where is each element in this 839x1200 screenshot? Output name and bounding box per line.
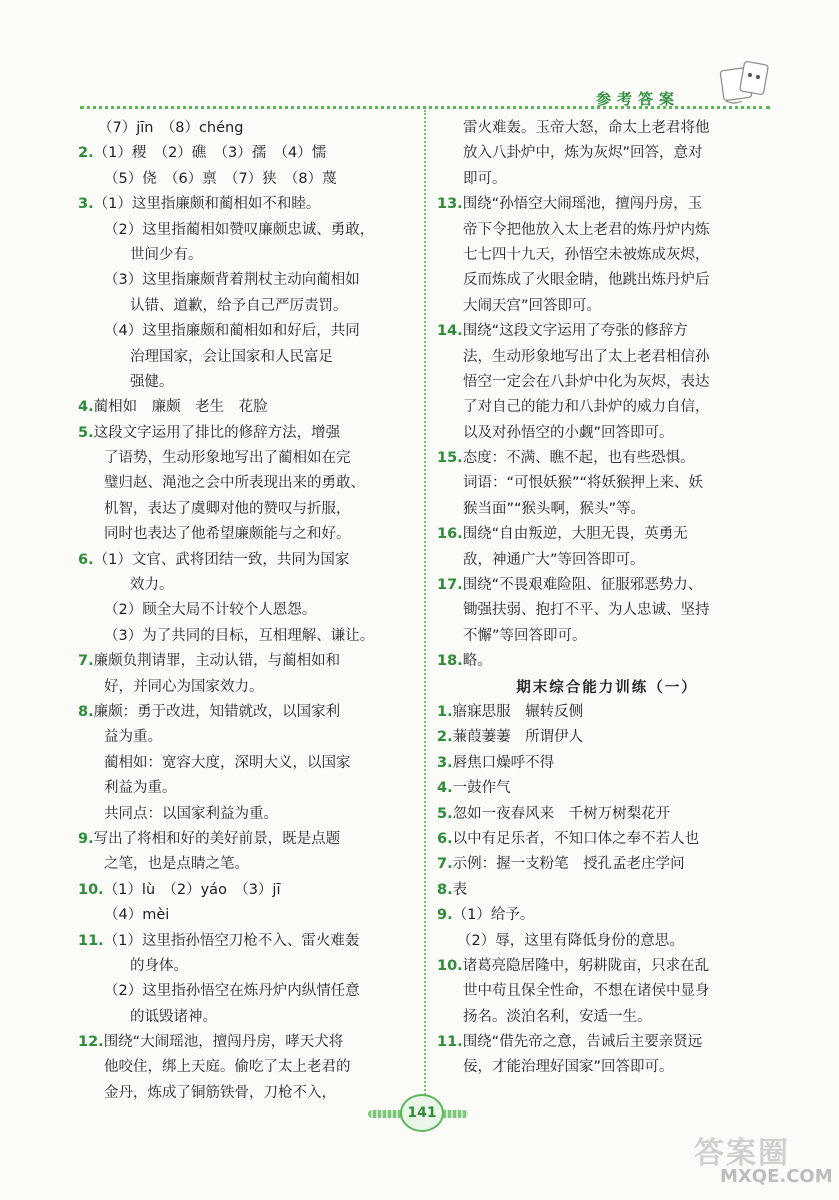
answer-text: 围绕“大闹瑶池，擅闯丹房，哮天犬将 bbox=[103, 1034, 344, 1051]
answer-text: （1）文官、武将团结一致，共同为国家 bbox=[93, 551, 350, 568]
answer-text: 略。 bbox=[462, 653, 492, 670]
answer-text: 同时也表达了他希望廉颇能与之和好。 bbox=[104, 526, 351, 543]
answer-text: 围绕“借先帝之意，告诫后主要亲贤远 bbox=[462, 1034, 703, 1051]
answer-line bbox=[78, 954, 418, 979]
answer-text: 大闹天宫”回答即可。 bbox=[463, 297, 602, 314]
answer-text: 了对自己的能力和八卦炉的威力自信， bbox=[463, 399, 710, 416]
answer-text: 态度：不满、瞧不起，也有些恐惧。 bbox=[462, 450, 695, 467]
header-divider bbox=[80, 106, 770, 109]
answer-line bbox=[78, 827, 418, 852]
answer-text: 围绕“不畏艰难险阻、征服邪恶势力、 bbox=[462, 577, 703, 594]
answer-text: 以及对孙悟空的小觑”回答即可。 bbox=[463, 424, 674, 441]
question-number: 6. bbox=[78, 551, 94, 568]
answer-line bbox=[437, 141, 777, 166]
answer-line bbox=[78, 421, 418, 446]
answer-text: 一鼓作气 bbox=[452, 780, 511, 797]
answer-text: 蒹葭萋萋 所谓伊人 bbox=[452, 729, 584, 746]
question-number: 5. bbox=[437, 805, 453, 822]
answer-line bbox=[78, 776, 418, 801]
answer-line bbox=[78, 751, 418, 776]
answer-text: 七七四十九天，孙悟空未被炼成灰烬， bbox=[463, 246, 710, 263]
question-number: 11. bbox=[437, 1034, 463, 1051]
answer-line bbox=[78, 268, 418, 293]
question-number: 18. bbox=[437, 653, 463, 670]
answer-text: （1）这里指廉颇和蔺相如不和睦。 bbox=[93, 196, 321, 213]
answer-line bbox=[78, 903, 418, 928]
answer-line bbox=[437, 1055, 777, 1080]
question-number: 16. bbox=[437, 526, 463, 543]
answer-line bbox=[78, 548, 418, 573]
answer-line bbox=[437, 345, 777, 370]
answer-line bbox=[437, 548, 777, 573]
question-number: 10. bbox=[78, 881, 104, 898]
answer-line bbox=[78, 497, 418, 522]
answer-line bbox=[437, 192, 777, 217]
answer-text: 词语：“可恨妖猴”“将妖猴押上来、妖 bbox=[463, 475, 704, 492]
answer-line bbox=[78, 852, 418, 877]
answer-line bbox=[78, 598, 418, 623]
answer-text: 写出了将相和好的美好前景，既是点题 bbox=[93, 830, 341, 847]
answer-line bbox=[437, 522, 777, 547]
question-number: 13. bbox=[437, 196, 463, 213]
answer-line bbox=[78, 929, 418, 954]
answer-text: 佞，才能治理好国家”回答即可。 bbox=[463, 1059, 674, 1076]
question-number: 7. bbox=[78, 653, 94, 670]
answer-line bbox=[78, 243, 418, 268]
answer-text: 的诋毁诸神。 bbox=[130, 1008, 217, 1025]
answer-text: 示例：握一支粉笔 授孔孟老庄学问 bbox=[452, 856, 685, 873]
answer-text: （1）给予。 bbox=[452, 907, 535, 924]
question-number: 3. bbox=[437, 754, 453, 771]
answer-text: 悟空一定会在八卦炉中化为灰烬，表达 bbox=[463, 373, 710, 390]
question-number: 17. bbox=[437, 577, 463, 594]
answer-text: 他咬住，绑上天庭。偷吃了太上老君的 bbox=[104, 1059, 351, 1076]
answer-line bbox=[437, 395, 777, 420]
question-number: 15. bbox=[437, 450, 463, 467]
watermark bbox=[690, 1128, 833, 1192]
answer-line bbox=[437, 116, 777, 141]
answer-line bbox=[437, 294, 777, 319]
answer-text: （1）lù （2）yáo （3）jī bbox=[103, 881, 281, 898]
answer-text: 益为重。 bbox=[104, 729, 162, 746]
answer-line bbox=[437, 1005, 777, 1030]
answer-line bbox=[437, 903, 777, 928]
answer-line bbox=[78, 979, 418, 1004]
answer-text: 以中有足乐者，不知口体之奉不若人也 bbox=[452, 830, 700, 847]
answer-text: 认错、道歉，给予自己严厉责罚。 bbox=[130, 297, 348, 314]
answer-text: 璧归赵、渑池之会中所表现出来的勇敢、 bbox=[104, 475, 365, 492]
answer-line bbox=[78, 1081, 418, 1106]
section-heading: 期末综合能力训练（一） bbox=[516, 678, 698, 696]
answer-line bbox=[437, 421, 777, 446]
answer-text: 了语势，生动形象地写出了蔺相如在完 bbox=[104, 450, 351, 467]
answer-text: （2）顾全大局不计较个人恩怨。 bbox=[104, 602, 317, 619]
answer-line bbox=[78, 345, 418, 370]
answer-text: 扬名。淡泊名利，安适一生。 bbox=[463, 1008, 652, 1025]
question-number: 9. bbox=[78, 830, 94, 847]
answer-line bbox=[78, 649, 418, 674]
answer-text: （4）这里指廉颇和蔺相如和好后，共同 bbox=[104, 323, 360, 340]
answer-text: 围绕“自由叛逆，大胆无畏，英勇无 bbox=[462, 526, 688, 543]
answer-line bbox=[437, 624, 777, 649]
column-divider bbox=[424, 110, 426, 1110]
answer-text: 表 bbox=[452, 881, 468, 898]
answer-text: （2）这里指蔺相如赞叹廉颇忠诚、勇敢， bbox=[104, 221, 375, 238]
question-number: 12. bbox=[78, 1034, 104, 1051]
question-number: 8. bbox=[437, 881, 453, 898]
answer-line bbox=[78, 141, 418, 166]
answer-line bbox=[78, 1030, 418, 1055]
header-decoration-icon bbox=[716, 55, 772, 107]
answer-text: 世中苟且保全性命，不想在诸侯中显身 bbox=[463, 983, 710, 1000]
question-number: 5. bbox=[78, 424, 94, 441]
answer-line bbox=[78, 395, 418, 420]
answer-line bbox=[437, 598, 777, 623]
answer-text: 猴当面”“猴头啊，猴头”等。 bbox=[463, 500, 646, 517]
question-number: 2. bbox=[437, 729, 453, 746]
answer-text: 锄强扶弱、抱打不平、为人忠诚、坚持 bbox=[463, 602, 710, 619]
answer-line bbox=[437, 776, 777, 801]
answer-text: （3）为了共同的目标，互相理解、谦让。 bbox=[104, 627, 375, 644]
answer-text: 好，并同心为国家效力。 bbox=[104, 678, 264, 695]
answer-text: 忽如一夜春风来 千树万树梨花开 bbox=[452, 805, 671, 822]
answer-text: 敌，神通广大”等回答即可。 bbox=[463, 551, 645, 568]
answer-text: 即可。 bbox=[463, 170, 507, 187]
right-column bbox=[437, 116, 777, 1081]
answer-line bbox=[78, 294, 418, 319]
question-number: 10. bbox=[437, 957, 463, 974]
answer-text: 机智，表达了虞卿对他的赞叹与折服， bbox=[104, 500, 351, 517]
answer-line bbox=[437, 802, 777, 827]
answer-line bbox=[437, 649, 777, 674]
answer-line bbox=[437, 167, 777, 192]
answer-line bbox=[78, 624, 418, 649]
answer-text: 围绕“孙悟空大闹瑶池，擅闯丹房，玉 bbox=[462, 196, 703, 213]
question-number: 11. bbox=[78, 932, 104, 949]
answer-text: 雷火难轰。玉帝大怒，命太上老君将他 bbox=[463, 120, 710, 136]
answer-line bbox=[437, 1030, 777, 1055]
answer-text: （7）jīn （8）chéng bbox=[98, 120, 244, 136]
answer-text: 廉颇：勇于改进，知错就改，以国家利 bbox=[93, 703, 341, 720]
question-number: 8. bbox=[78, 703, 94, 720]
answer-line bbox=[78, 802, 418, 827]
answer-line bbox=[437, 852, 777, 877]
question-number: 3. bbox=[78, 196, 94, 213]
answer-text: 治理国家，会让国家和人民富足 bbox=[130, 348, 333, 365]
question-number: 1. bbox=[437, 703, 453, 720]
answer-line bbox=[78, 192, 418, 217]
answer-line bbox=[78, 218, 418, 243]
answer-text: 蔺相如 廉颇 老生 花脸 bbox=[93, 399, 268, 416]
answer-text: 围绕“这段文字运用了夸张的修辞方 bbox=[462, 323, 688, 340]
answer-text: 不懈”等回答即可。 bbox=[463, 627, 587, 644]
answer-text: （4）mèi bbox=[104, 907, 170, 924]
answer-line bbox=[78, 700, 418, 725]
answer-line bbox=[78, 573, 418, 598]
answer-line bbox=[437, 218, 777, 243]
answer-text: 反而炼成了火眼金睛，他跳出炼丹炉后 bbox=[463, 272, 710, 289]
question-number: 4. bbox=[78, 399, 94, 416]
answer-text: 帝下令把他放入太上老君的炼丹炉内炼 bbox=[463, 221, 710, 238]
answer-text: 共同点：以国家利益为重。 bbox=[104, 805, 278, 822]
question-number: 14. bbox=[437, 323, 463, 340]
answer-line bbox=[78, 446, 418, 471]
answer-text: （1）这里指孙悟空刀枪不入、雷火难轰 bbox=[103, 932, 360, 949]
question-number: 2. bbox=[78, 145, 94, 162]
watermark-url: MXQE.COM bbox=[720, 1166, 833, 1187]
answer-line bbox=[437, 497, 777, 522]
answer-text: 之笔，也是点睛之笔。 bbox=[104, 856, 249, 873]
answer-line bbox=[437, 446, 777, 471]
answer-line bbox=[437, 751, 777, 776]
answer-line bbox=[437, 370, 777, 395]
answer-text: 法，生动形象地写出了太上老君相信孙 bbox=[463, 348, 710, 365]
answer-line bbox=[437, 979, 777, 1004]
answer-text: 诸葛亮隐居隆中，躬耕陇亩，只求在乱 bbox=[462, 957, 710, 974]
answer-line bbox=[78, 1055, 418, 1080]
answer-line bbox=[437, 243, 777, 268]
answer-line bbox=[78, 675, 418, 700]
answer-line bbox=[78, 522, 418, 547]
answer-line bbox=[437, 319, 777, 344]
answer-line bbox=[437, 573, 777, 598]
answer-text: 效力。 bbox=[130, 577, 174, 594]
answer-text: 世间少有。 bbox=[130, 246, 203, 263]
answer-text: （1）稷 （2）礁 （3）孺 （4）懦 bbox=[93, 145, 327, 162]
answer-line bbox=[437, 929, 777, 954]
answer-text: 廉颇负荆请罪，主动认错，与蔺相如和 bbox=[93, 653, 341, 670]
answer-line bbox=[78, 878, 418, 903]
answer-line bbox=[437, 878, 777, 903]
answer-line bbox=[78, 725, 418, 750]
answer-line bbox=[437, 954, 777, 979]
page-header-title: 参考答案 bbox=[596, 90, 681, 108]
left-column bbox=[78, 116, 418, 1106]
answer-line bbox=[437, 268, 777, 293]
answer-text: 强健。 bbox=[130, 373, 174, 390]
answer-line bbox=[78, 167, 418, 192]
answer-text: （3）这里指廉颇背着荆杖主动向蔺相如 bbox=[104, 272, 360, 289]
answer-text: （5）侥 （6）禀 （7）狭 （8）蔑 bbox=[104, 170, 337, 187]
answer-text: 唇焦口燥呼不得 bbox=[452, 754, 555, 771]
answer-text: 蔺相如：宽容大度，深明大义，以国家 bbox=[104, 754, 351, 771]
question-number: 7. bbox=[437, 856, 453, 873]
answer-line bbox=[437, 725, 777, 750]
answer-line bbox=[78, 471, 418, 496]
answer-text: 利益为重。 bbox=[104, 780, 177, 797]
watermark-logo-text: 答案圈 bbox=[694, 1136, 790, 1171]
answer-text: （2）这里指孙悟空在炼丹炉内纵情任意 bbox=[104, 983, 360, 1000]
answer-text: 这段文字运用了排比的修辞方法，增强 bbox=[93, 424, 341, 441]
answer-text: 的身体。 bbox=[130, 957, 188, 974]
question-number: 6. bbox=[437, 830, 453, 847]
answer-line bbox=[437, 471, 777, 496]
answer-line bbox=[78, 116, 418, 141]
question-number: 9. bbox=[437, 907, 453, 924]
page-number: 141 bbox=[400, 1094, 444, 1132]
answer-text: （2）辱，这里有降低身份的意思。 bbox=[457, 932, 684, 949]
answer-line bbox=[78, 319, 418, 344]
question-number: 4. bbox=[437, 780, 453, 797]
answer-line bbox=[437, 700, 777, 725]
answer-text: 寤寐思服 辗转反侧 bbox=[452, 703, 584, 720]
answer-line bbox=[78, 1005, 418, 1030]
answer-text: 放入八卦炉中，炼为灰烬”回答，意对 bbox=[463, 145, 703, 162]
answer-line bbox=[78, 370, 418, 395]
answer-line bbox=[437, 827, 777, 852]
answer-text: 金丹，炼成了铜筋铁骨，刀枪不入， bbox=[104, 1084, 336, 1101]
